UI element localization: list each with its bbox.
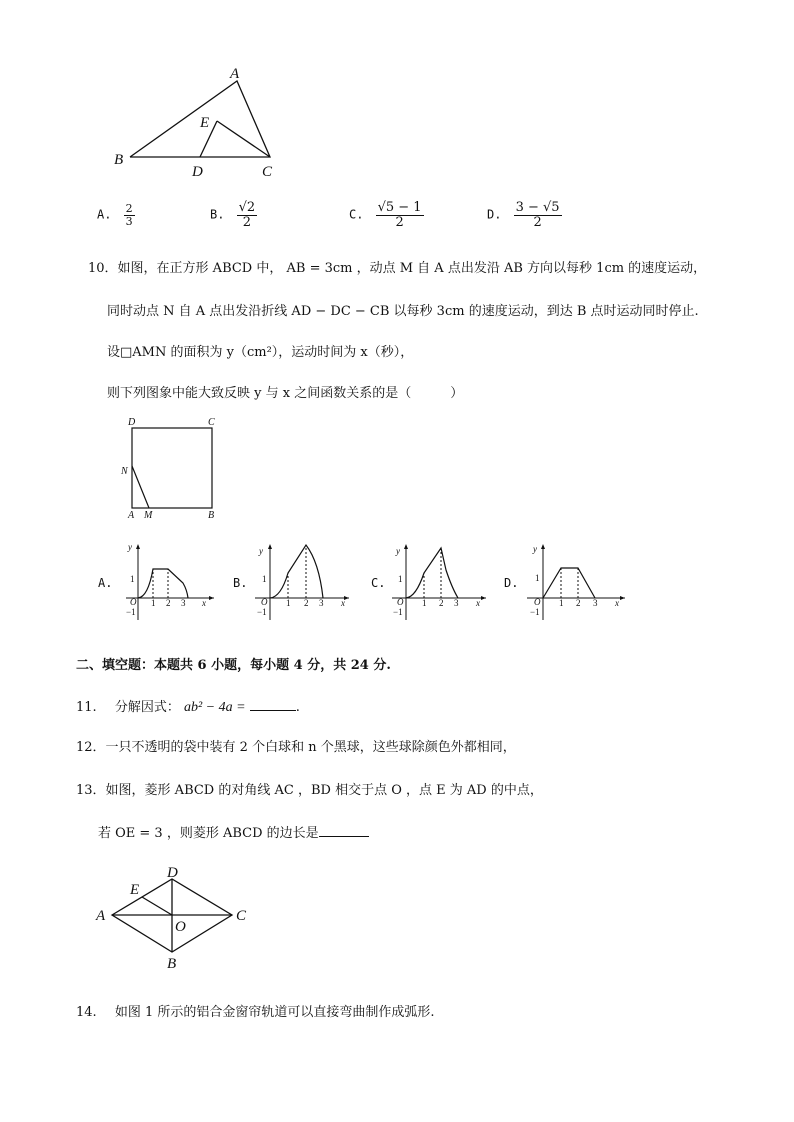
tick-3: 3 xyxy=(319,598,324,608)
x-axis-label: x xyxy=(202,598,206,608)
tick-1: 1 xyxy=(559,598,564,608)
q13-text: 若 OE = 3 ，则菱形 ABCD 的边长是 xyxy=(98,826,319,841)
one-label: 1 xyxy=(535,573,540,583)
one-label: 1 xyxy=(262,574,267,584)
one-label: 1 xyxy=(398,574,403,584)
square-figure xyxy=(116,414,226,524)
point-label-a: A xyxy=(230,66,240,82)
q14-number: 14. xyxy=(76,1005,97,1020)
q9-option-a[interactable] xyxy=(97,203,135,227)
point-label-c: C xyxy=(262,164,273,180)
q9-option-c[interactable] xyxy=(349,201,424,229)
point-label-d: D xyxy=(167,865,178,881)
q13-line-1: 13．如图，菱形 ABCD 的对角线 AC ，BD 相交于点 O ，点 E 为 AD 的中点， xyxy=(76,783,543,798)
q10-option-c[interactable] xyxy=(371,576,385,591)
q14 xyxy=(76,1001,435,1020)
point-label-e: E xyxy=(200,115,210,131)
y-axis-label: y xyxy=(259,546,263,556)
option-letter: C. xyxy=(349,207,364,222)
q10-line-1: 10．如图，在正方形 ABCD 中， AB = 3cm ，动点 M 自 A 点出发沿 AB 方向以每秒 1cm 的速度运动， xyxy=(88,261,707,276)
q10-line-2: 同时动点 N 自 A 点出发沿折线 AD − DC − CB 以每秒 3cm 的速度运动，到达 B 点时运动同时停止. xyxy=(107,304,699,319)
option-letter: B. xyxy=(233,576,248,590)
graph-option-d xyxy=(523,540,627,622)
rhombus-figure xyxy=(90,862,260,974)
point-label-d: D xyxy=(192,164,203,180)
point-label-a: A xyxy=(96,908,106,924)
option-denominator: 2 xyxy=(533,214,542,230)
origin-label: O xyxy=(397,597,404,607)
tick-2: 2 xyxy=(576,598,581,608)
y-axis-label: y xyxy=(128,542,132,552)
point-label-b: B xyxy=(114,152,124,168)
option-letter: C. xyxy=(371,576,386,590)
q11-expression: ab² − 4a = xyxy=(183,700,246,715)
q13-answer-blank[interactable] xyxy=(319,824,369,837)
point-label-m: M xyxy=(144,510,153,521)
point-label-c: C xyxy=(236,908,247,924)
neg-one-label: −1 xyxy=(530,607,540,617)
q10-line-4: 则下列图象中能大致反映 y 与 x 之间函数关系的是（ ） xyxy=(107,386,464,401)
q11: 11. 分解因式： ab² − 4a = . xyxy=(76,700,300,715)
option-letter: D. xyxy=(487,207,502,222)
tick-1: 1 xyxy=(286,598,291,608)
x-axis-label: x xyxy=(341,598,345,608)
q10-line-3: 设□AMN 的面积为 y（cm²），运动时间为 x（秒）， xyxy=(107,345,414,360)
tick-1: 1 xyxy=(422,598,427,608)
option-numerator: √5 − 1 xyxy=(377,200,422,215)
q13-line-2 xyxy=(98,822,369,841)
option-letter: D. xyxy=(504,576,519,590)
neg-one-label: −1 xyxy=(393,607,403,617)
origin-label: O xyxy=(130,597,137,607)
point-label-b: B xyxy=(167,956,177,972)
y-axis-label: y xyxy=(533,544,537,554)
triangle-figure xyxy=(100,60,300,185)
tick-1: 1 xyxy=(151,598,156,608)
q11-number: 11. xyxy=(76,700,97,715)
graph-option-a xyxy=(118,540,218,622)
q10-option-a[interactable] xyxy=(98,576,112,591)
point-label-o: O xyxy=(175,919,186,935)
option-numerator: √2 xyxy=(238,200,256,215)
q10-option-d[interactable] xyxy=(504,576,518,591)
q11-text: 分解因式： xyxy=(114,700,180,715)
graph-option-c xyxy=(390,540,490,622)
option-letter: B. xyxy=(210,207,225,222)
point-label-a: A xyxy=(128,510,135,521)
tick-2: 2 xyxy=(166,598,171,608)
one-label: 1 xyxy=(130,574,135,584)
option-denominator: 2 xyxy=(395,214,404,230)
q12: 12．一只不透明的袋中装有 2 个白球和 n 个黑球，这些球除颜色外都相同， xyxy=(76,740,516,755)
point-label-b: B xyxy=(208,510,215,521)
option-numerator: 3 − √5 xyxy=(515,200,560,215)
q9-option-d[interactable] xyxy=(487,201,562,229)
point-label-n: N xyxy=(121,466,128,477)
q14-text: 如图 1 所示的铝合金窗帘轨道可以直接弯曲制作成弧形. xyxy=(114,1005,435,1020)
x-axis-label: x xyxy=(476,598,480,608)
q11-answer-blank[interactable] xyxy=(250,698,296,711)
neg-one-label: −1 xyxy=(126,607,136,617)
x-axis-label: x xyxy=(615,598,619,608)
section-heading: 二、填空题：本题共 6 小题，每小题 4 分，共 24 分. xyxy=(76,658,391,673)
neg-one-label: −1 xyxy=(257,607,267,617)
tick-2: 2 xyxy=(439,598,444,608)
tick-3: 3 xyxy=(593,598,598,608)
y-axis-label: y xyxy=(396,546,400,556)
option-denominator: 3 xyxy=(125,214,133,228)
point-label-c: C xyxy=(208,417,215,428)
origin-label: O xyxy=(534,597,541,607)
tick-3: 3 xyxy=(181,598,186,608)
option-letter: A. xyxy=(97,207,112,222)
point-label-e: E xyxy=(130,882,140,898)
graph-option-b xyxy=(253,540,353,622)
origin-label: O xyxy=(261,597,268,607)
tick-3: 3 xyxy=(454,598,459,608)
point-label-d: D xyxy=(128,417,136,428)
option-letter: A. xyxy=(98,576,113,590)
q9-option-b[interactable] xyxy=(210,201,257,229)
option-denominator: 2 xyxy=(242,214,252,230)
tick-2: 2 xyxy=(304,598,309,608)
option-numerator: 2 xyxy=(125,202,133,215)
q10-option-b[interactable] xyxy=(233,576,247,591)
